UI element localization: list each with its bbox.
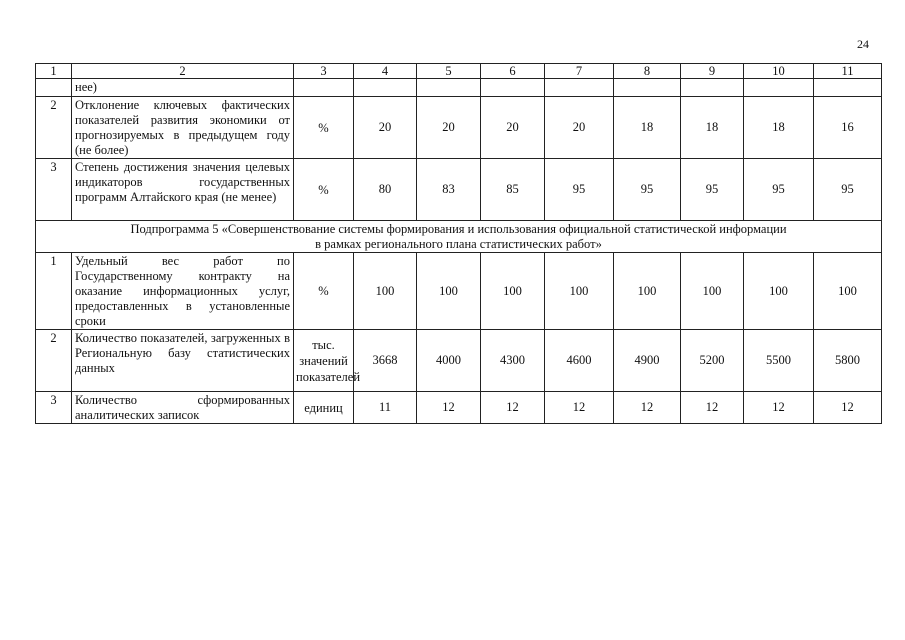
row-number: 2 bbox=[36, 97, 72, 159]
empty-cell bbox=[545, 79, 614, 97]
row-number: 1 bbox=[36, 253, 72, 330]
indicator-name: Количество сформированных аналитических записок bbox=[72, 392, 294, 424]
value-cell: 12 bbox=[681, 392, 744, 424]
empty-cell bbox=[614, 79, 681, 97]
indicator-name: Количество показателей, загруженных в Региональную базу статистических данных bbox=[72, 330, 294, 392]
header-cell: 10 bbox=[744, 64, 814, 79]
row-number: 3 bbox=[36, 392, 72, 424]
value-cell: 18 bbox=[681, 97, 744, 159]
value-cell: 12 bbox=[545, 392, 614, 424]
empty-cell bbox=[681, 79, 744, 97]
value-cell: 100 bbox=[354, 253, 417, 330]
header-cell: 6 bbox=[481, 64, 545, 79]
unit-cell: % bbox=[294, 253, 354, 330]
value-cell: 100 bbox=[545, 253, 614, 330]
value-cell: 4300 bbox=[481, 330, 545, 392]
value-cell: 3668 bbox=[354, 330, 417, 392]
indicator-name: Степень достижения значения целевых индикаторов государственных программ Алтайского края (не менее) bbox=[72, 159, 294, 221]
unit-cell: единиц bbox=[294, 392, 354, 424]
empty-cell bbox=[481, 79, 545, 97]
page-number: 24 bbox=[857, 37, 869, 51]
header-cell: 4 bbox=[354, 64, 417, 79]
value-cell: 100 bbox=[681, 253, 744, 330]
unit-cell: тыс. значений показателей bbox=[294, 330, 354, 392]
header-cell: 8 bbox=[614, 64, 681, 79]
empty-cell bbox=[744, 79, 814, 97]
subprogram-row bbox=[36, 221, 882, 253]
value-cell: 95 bbox=[681, 159, 744, 221]
value-cell: 16 bbox=[814, 97, 882, 159]
value-cell: 4600 bbox=[545, 330, 614, 392]
value-cell: 20 bbox=[545, 97, 614, 159]
empty-cell bbox=[417, 79, 481, 97]
value-cell: 95 bbox=[814, 159, 882, 221]
value-cell: 85 bbox=[481, 159, 545, 221]
empty-cell bbox=[36, 79, 72, 97]
value-cell: 20 bbox=[354, 97, 417, 159]
subprogram-title bbox=[36, 221, 882, 253]
value-cell: 18 bbox=[614, 97, 681, 159]
unit-cell: % bbox=[294, 159, 354, 221]
subprogram-title-line: Подпрограмма 5 «Совершенствование системы формирования и использования официальной статистической информации bbox=[130, 221, 787, 236]
value-cell: 83 bbox=[417, 159, 481, 221]
table-row bbox=[36, 97, 882, 159]
indicator-name: Удельный вес работ по Государственному контракту на оказание информационных услуг, предоставленных в установленные сроки bbox=[72, 253, 294, 330]
value-cell: 95 bbox=[545, 159, 614, 221]
header-row bbox=[36, 64, 882, 79]
value-cell: 11 bbox=[354, 392, 417, 424]
header-cell: 5 bbox=[417, 64, 481, 79]
value-cell: 100 bbox=[417, 253, 481, 330]
value-cell: 18 bbox=[744, 97, 814, 159]
value-cell: 80 bbox=[354, 159, 417, 221]
value-cell: 100 bbox=[814, 253, 882, 330]
continuation-text: нее) bbox=[72, 79, 294, 97]
value-cell: 100 bbox=[614, 253, 681, 330]
header-cell: 11 bbox=[814, 64, 882, 79]
header-cell: 2 bbox=[72, 64, 294, 79]
header-cell: 3 bbox=[294, 64, 354, 79]
empty-cell bbox=[354, 79, 417, 97]
table-row bbox=[36, 392, 882, 424]
header-cell: 1 bbox=[36, 64, 72, 79]
value-cell: 95 bbox=[614, 159, 681, 221]
value-cell: 95 bbox=[744, 159, 814, 221]
continuation-row bbox=[36, 79, 882, 97]
value-cell: 12 bbox=[614, 392, 681, 424]
row-number: 3 bbox=[36, 159, 72, 221]
table-row bbox=[36, 330, 882, 392]
subprogram-title-line: в рамках регионального плана статистических работ» bbox=[315, 236, 602, 251]
empty-cell bbox=[814, 79, 882, 97]
indicators-table bbox=[35, 63, 882, 424]
empty-cell bbox=[294, 79, 354, 97]
value-cell: 12 bbox=[417, 392, 481, 424]
table-row bbox=[36, 253, 882, 330]
row-number: 2 bbox=[36, 330, 72, 392]
value-cell: 20 bbox=[481, 97, 545, 159]
indicator-name: Отклонение ключевых фактических показателей развития экономики от прогнозируемых в предыдущем году (не более) bbox=[72, 97, 294, 159]
value-cell: 12 bbox=[481, 392, 545, 424]
value-cell: 100 bbox=[481, 253, 545, 330]
value-cell: 4000 bbox=[417, 330, 481, 392]
unit-cell: % bbox=[294, 97, 354, 159]
header-cell: 7 bbox=[545, 64, 614, 79]
value-cell: 5800 bbox=[814, 330, 882, 392]
value-cell: 12 bbox=[744, 392, 814, 424]
table-row bbox=[36, 159, 882, 221]
value-cell: 12 bbox=[814, 392, 882, 424]
value-cell: 4900 bbox=[614, 330, 681, 392]
value-cell: 20 bbox=[417, 97, 481, 159]
value-cell: 100 bbox=[744, 253, 814, 330]
value-cell: 5200 bbox=[681, 330, 744, 392]
header-cell: 9 bbox=[681, 64, 744, 79]
value-cell: 5500 bbox=[744, 330, 814, 392]
